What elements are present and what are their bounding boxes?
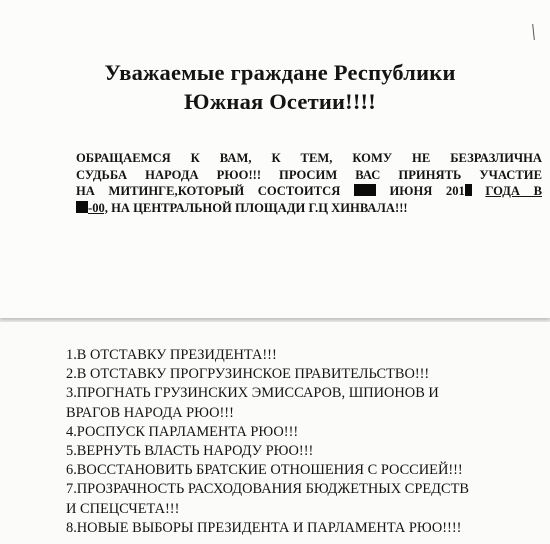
demand-item: 3.ПРОГНАТЬ ГРУЗИНСКИХ ЭМИССАРОВ, ШПИОНОВ И	[66, 385, 439, 402]
appeal-line-3	[76, 183, 542, 200]
demand-item: 8.НОВЫЕ ВЫБОРЫ ПРЕЗИДЕНТА И ПАРЛАМЕНТА РЮО!!!!	[66, 519, 462, 536]
demands-list	[66, 346, 546, 538]
title-line-2: Южная Осетии!!!!	[184, 89, 376, 114]
appeal-line-4	[76, 200, 542, 217]
appeal-location: НА ЦЕНТРАЛЬНОЙ ПЛОЩАДИ Г.Ц ХИНВАЛА!!!	[111, 200, 408, 215]
appeal-line-1: ОБРАЩАЕМСЯ К ВАМ, К ТЕМ, КОМУ НЕ БЕЗРАЗЛИЧНА	[76, 151, 542, 165]
pen-mark	[532, 24, 535, 40]
appeal-paragraph	[76, 150, 542, 216]
demand-item: 4.РОСПУСК ПАРЛАМЕНТА РЮО!!!	[66, 423, 299, 440]
redaction-year-digit	[465, 184, 472, 196]
appeal-year-word: ГОДА В	[485, 184, 542, 198]
demand-item: 5.ВЕРНУТЬ ВЛАСТЬ НАРОДУ РЮО!!!	[66, 443, 314, 460]
demand-item: 7.ПРОЗРАЧНОСТЬ РАСХОДОВАНИЯ БЮДЖЕТНЫХ СРЕДСТВ	[66, 481, 469, 498]
demand-item: 2.В ОТСТАВКУ ПРОГРУЗИНСКОЕ ПРАВИТЕЛЬСТВО!!!	[66, 366, 430, 383]
leaflet-title	[30, 58, 530, 116]
demand-item: 6.ВОССТАНОВИТЬ БРАТСКИЕ ОТНОШЕНИЯ С РОССИЕЙ!!!	[66, 462, 463, 479]
demand-item: 1.В ОТСТАВКУ ПРЕЗИДЕНТА!!!	[66, 347, 277, 363]
appeal-line-3-start: НА МИТИНГЕ,КОТОРЫЙ СОСТОИТСЯ	[76, 184, 341, 198]
redaction-hour	[76, 201, 88, 213]
redaction-day	[354, 184, 376, 196]
title-line-1: Уважаемые граждане Республики	[104, 60, 456, 85]
appeal-time: -00,	[88, 200, 108, 215]
appeal-month: ИЮНЯ 201	[389, 184, 465, 198]
demand-item: ВРАГОВ НАРОДА РЮО!!!	[66, 404, 234, 421]
appeal-line-2: СУДЬБА НАРОДА РЮО!!! ПРОСИМ ВАС ПРИНЯТЬ УЧАСТИЕ	[76, 167, 542, 182]
demand-item: И СПЕЦСЧЕТА!!!	[66, 500, 180, 517]
